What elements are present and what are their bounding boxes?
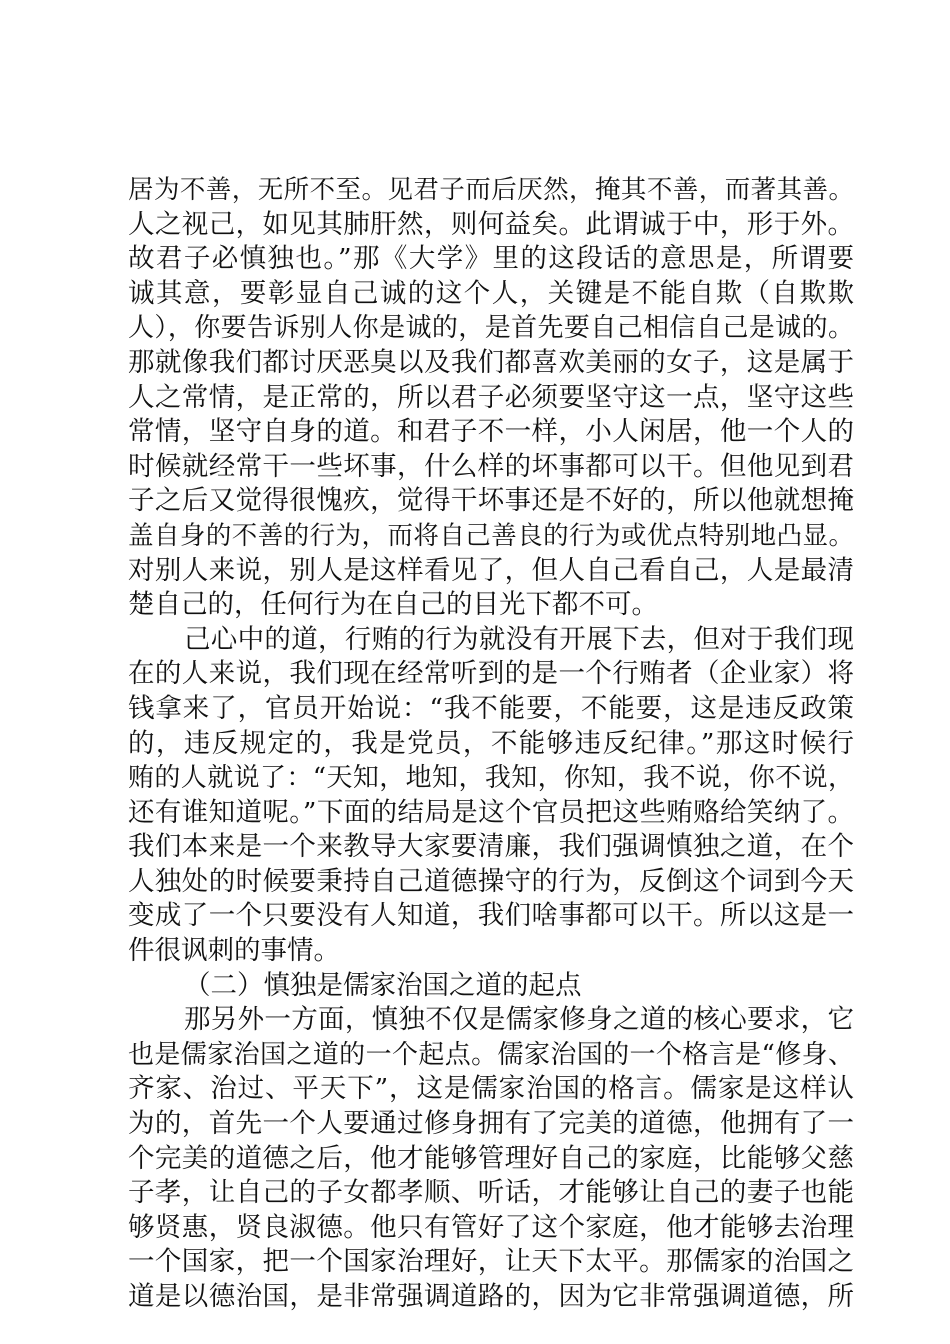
- text-line: 变成了一个只要没有人知道，我们啥事都可以干。所以这是一: [128, 900, 854, 932]
- text-line: 齐家、治过、平天下”，这是儒家治国的格言。儒家是这样认: [128, 1073, 854, 1105]
- text-line: 那另外一方面，慎独不仅是儒家修身之道的核心要求，它: [184, 1004, 854, 1036]
- text-line: 居为不善，无所不至。见君子而后厌然，掩其不善，而著其善。: [128, 175, 854, 205]
- text-line: 故君子必慎独也。”那《大学》里的这段话的意思是，所谓要: [128, 243, 854, 275]
- document-body-text: [128, 173, 854, 1315]
- text-line: 我们本来是一个来教导大家要清廉，我们强调慎独之道，在个: [128, 831, 854, 863]
- text-line: 子孝，让自己的子女都孝顺、听话，才能够让自己的妻子也能: [128, 1177, 854, 1209]
- section-heading: （二）慎独是儒家治国之道的起点: [184, 969, 582, 1001]
- text-line: 道是以德治国，是非常强调道路的，因为它非常强调道德，所: [128, 1281, 854, 1312]
- text-line: 对别人来说，别人是这样看见了，但人自己看自己，人是最清: [128, 554, 854, 586]
- text-line: 己心中的道，行贿的行为就没有开展下去，但对于我们现: [184, 623, 854, 655]
- text-line: 为的，首先一个人要通过修身拥有了完美的道德，他拥有了一: [128, 1108, 854, 1140]
- text-line: 那就像我们都讨厌恶臭以及我们都喜欢美丽的女子，这是属于: [128, 346, 854, 378]
- text-line: 子之后又觉得很愧疚，觉得干坏事还是不好的，所以他就想掩: [128, 485, 854, 517]
- text-line: 诚其意，要彰显自己诚的这个人，关键是不能自欺（自欺欺: [128, 277, 854, 309]
- text-line: 贿的人就说了：“天知，地知，我知，你知，我不说，你不说，: [128, 763, 854, 794]
- text-line: 人独处的时候要秉持自己道德操守的行为，反倒这个词到今天: [128, 865, 854, 897]
- text-line: 在的人来说，我们现在经常听到的是一个行贿者（企业家）将: [128, 658, 854, 690]
- text-line: 还有谁知道呢。”下面的结局是这个官员把这些贿赂给笑纳了。: [128, 796, 854, 828]
- text-line: 个完美的道德之后，他才能够管理好自己的家庭，比能够父慈: [128, 1142, 854, 1174]
- text-line: 人之常情，是正常的，所以君子必须要坚守这一点，坚守这些: [128, 381, 854, 413]
- text-line: 人之视己，如见其肺肝然，则何益矣。此谓诚于中，形于外。: [128, 208, 854, 240]
- text-line: 盖自身的不善的行为，而将自己善良的行为或优点特别地凸显。: [128, 520, 854, 551]
- text-line: 件很讽刺的事情。: [128, 935, 340, 967]
- text-line: 常情，坚守自身的道。和君子不一样，小人闲居，他一个人的: [128, 416, 854, 448]
- text-line: 人），你要告诉别人你是诚的，是首先要自己相信自己是诚的。: [128, 313, 854, 344]
- text-line: 钱拿来了，官员开始说：“我不能要，不能要，这是违反政策: [128, 692, 854, 724]
- text-line: 楚自己的，任何行为在自己的目光下都不可。: [128, 589, 658, 621]
- text-line: 时候就经常干一些坏事，什么样的坏事都可以干。但他见到君: [128, 450, 854, 482]
- text-line: 够贤惠，贤良淑德。他只有管好了这个家庭，他才能够去治理: [128, 1211, 854, 1243]
- text-line: 也是儒家治国之道的一个起点。儒家治国的一个格言是“修身、: [128, 1039, 854, 1070]
- text-line: 一个国家，把一个国家治理好，让天下太平。那儒家的治国之: [128, 1246, 854, 1278]
- text-line: 的，违反规定的，我是党员，不能够违反纪律。”那这时候行: [128, 727, 854, 759]
